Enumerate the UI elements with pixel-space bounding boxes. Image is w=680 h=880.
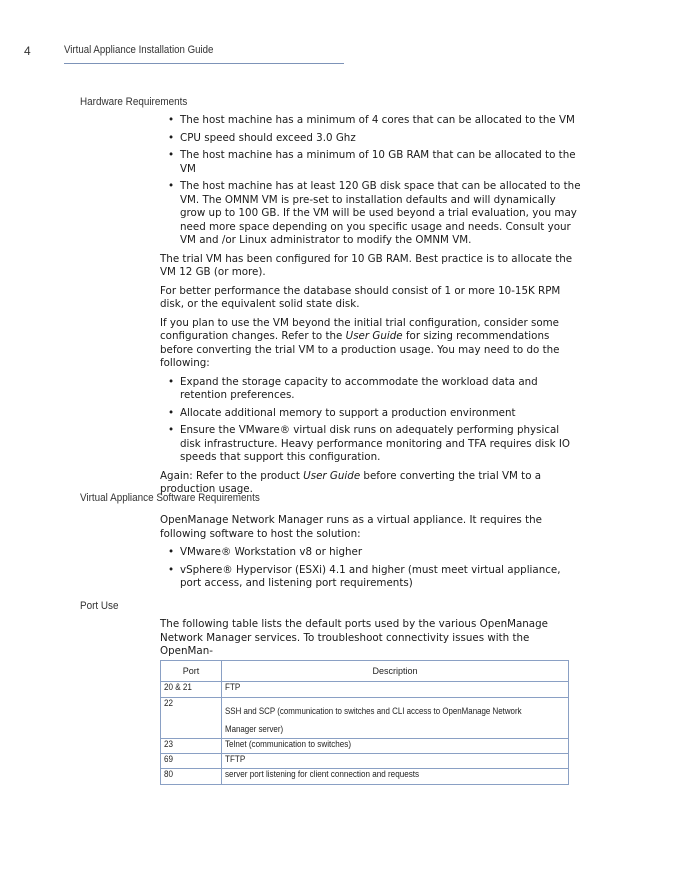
table-row: [161, 739, 569, 754]
description-cell: [222, 769, 569, 785]
section-heading-software: Virtual Appliance Software Requirements: [80, 492, 260, 504]
description-cell: [222, 739, 569, 754]
port-cell: [161, 739, 222, 754]
section-heading-port-use: Port Use: [80, 600, 119, 612]
ports-table: [160, 660, 569, 785]
paragraph-trial-vm: The trial VM has been configured for 10 GB RAM. Best practice is to allocate the VM 12 GB (or more).: [160, 252, 573, 278]
port-cell: [161, 754, 222, 769]
list-item: • Ensure the VMware® virtual disk runs on adequately performing physical disk infrastructure. Heavy performance monitoring and TFA requires disk IO speeds that support this configuration.: [160, 424, 582, 465]
description-value: SSH and SCP (communication to switches and CLI access to OpenManage Network Manager server): [225, 706, 522, 734]
port-use-block: [160, 618, 582, 659]
emphasis-user-guide: User Guide: [303, 469, 361, 482]
software-requirements-block: [160, 514, 582, 591]
list-item: • Expand the storage capacity to accommodate the workload data and retention preferences.: [160, 376, 582, 403]
port-value: 80: [164, 769, 174, 779]
description-value: server port listening for client connection and requests: [225, 769, 420, 779]
column-header-port: Port: [161, 661, 222, 682]
description-cell: [222, 698, 569, 739]
section-heading-hardware: Hardware Requirements: [80, 96, 188, 108]
paragraph-configuration: [160, 317, 582, 371]
text-run: before converting the trial VM to a production usage.: [160, 469, 542, 495]
description-value: Telnet (communication to switches): [225, 739, 352, 749]
port-value: 23: [164, 739, 174, 749]
text-run: for sizing recommendations before converting the trial VM to a production usage. You may need to do the following:: [160, 330, 560, 369]
port-cell: [161, 698, 222, 739]
table-row: [161, 682, 569, 698]
hardware-bullet-list: [160, 114, 582, 248]
table-row: [161, 754, 569, 769]
paragraph-port-use: The following table lists the default ports used by the various OpenManage Network Manager services. To troubleshoot connectivity issues with the OpenMan-: [160, 618, 548, 657]
list-item: • VMware® Workstation v8 or higher: [160, 546, 582, 560]
header-rule: [64, 63, 344, 64]
description-cell: [222, 682, 569, 698]
text-run: If you plan to use the VM beyond the initial trial configuration, consider some configuration changes. Refer to the: [160, 316, 560, 342]
port-cell: [161, 682, 222, 698]
list-item: • The host machine has a minimum of 10 GB RAM that can be allocated to the VM: [160, 149, 582, 176]
running-header-title: Virtual Appliance Installation Guide: [64, 44, 214, 56]
paragraph-software: OpenManage Network Manager runs as a virtual appliance. It requires the following software to host the solution:: [160, 514, 542, 540]
list-item: • The host machine has at least 120 GB disk space that can be allocated to the VM. The OMNM VM is pre-set to installation defaults and will dynamically grow up to 100 GB. If the VM will be used beyond a trial evaluation, you may need more space depending on you specific usage and needs. Consult your VM and /or Linux administrator to modify the OMNM VM.: [160, 180, 582, 248]
description-value: FTP: [225, 682, 241, 692]
description-cell: [222, 754, 569, 769]
software-bullet-list: [160, 546, 582, 591]
column-header-description: Description: [222, 661, 569, 682]
list-item: • The host machine has a minimum of 4 cores that can be allocated to the VM: [160, 114, 582, 128]
paragraph-database: For better performance the database should consist of 1 or more 10-15K RPM disk, or the equivalent solid state disk.: [160, 284, 561, 310]
emphasis-user-guide: User Guide: [345, 330, 403, 342]
port-value: 22: [164, 698, 174, 708]
table-row: [161, 698, 569, 739]
configuration-bullet-list: [160, 376, 582, 465]
list-item: • CPU speed should exceed 3.0 Ghz: [160, 132, 582, 146]
port-cell: [161, 769, 222, 785]
list-item: • vSphere® Hypervisor (ESXi) 4.1 and higher (must meet virtual appliance, port access, and listening port requirements): [160, 564, 582, 591]
port-value: 20 & 21: [164, 682, 192, 692]
hardware-requirements-block: [160, 114, 582, 497]
port-value: 69: [164, 754, 174, 764]
text-run: Again: Refer to the product: [160, 469, 304, 482]
page-number: 4: [24, 44, 31, 58]
description-value: TFTP: [225, 754, 246, 764]
list-item: • Allocate additional memory to support a production environment: [160, 407, 582, 421]
table-header-row: [161, 661, 569, 682]
table-row: [161, 769, 569, 785]
